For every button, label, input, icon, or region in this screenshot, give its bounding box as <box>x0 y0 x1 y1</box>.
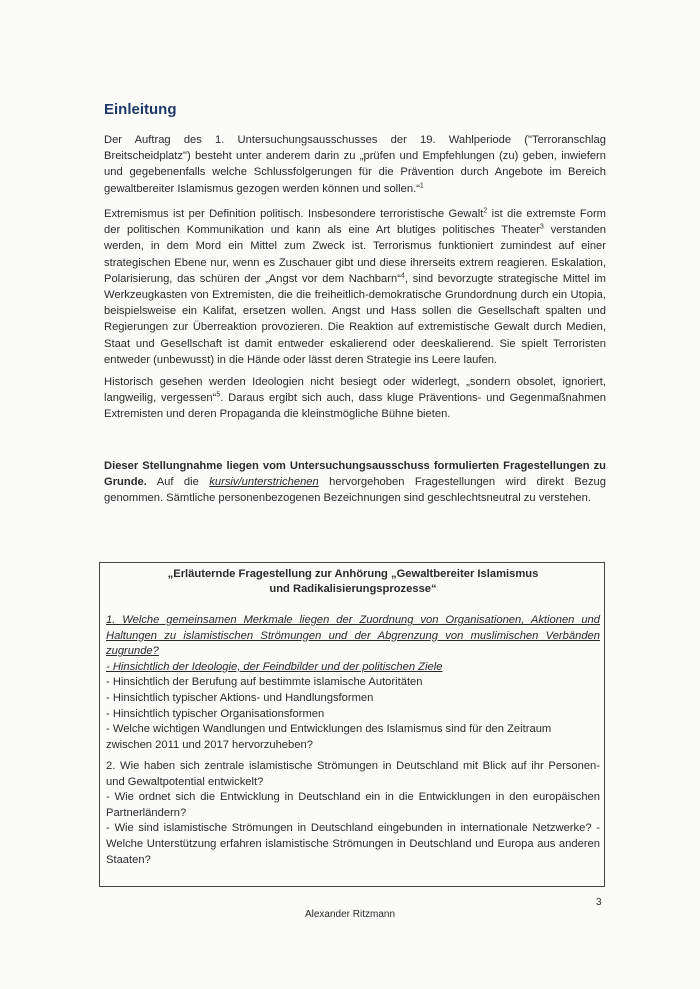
extremism-text-3: verstanden werden, in dem Mord ein Mittel zum Zweck ist. Terrorismus funktioniert zumindest auf einer strategischen Ebene nur, wenn es Zuschauer gibt und diese ihrerseits extrem reagieren. Eskalation, Polarisierung, das schüren der „Angst vor dem Nachbarn“ <box>104 224 606 285</box>
paragraph-ideologies <box>104 374 606 423</box>
footnote-ref-1: 1 <box>419 181 424 189</box>
question-1-item: - Hinsichtlich der Ideologie, der Feindbilder und der politischen Ziele <box>106 660 443 673</box>
footnote-ref-5: 5 <box>216 391 221 399</box>
question-1-text: Welche gemeinsamen Merkmale liegen der Zuordnung von Organisationen, Aktionen und Haltungen zu islamistischen Strömungen und der Abgrenzung von muslimischen Verbänden zugrunde? <box>106 614 600 658</box>
ideologies-text-2: . Daraus ergibt sich auch, dass kluge Präventions- und Gegenmaßnahmen Extremisten und deren Propaganda die kleinstmögliche Bühne bieten. <box>104 392 606 421</box>
section-heading: Einleitung <box>104 101 177 118</box>
basis-emphasis: kursiv/unterstrichenen <box>209 476 319 489</box>
questions-box <box>99 562 605 887</box>
extremism-text-4: , sind bevorzugte strategische Mittel im Werkzeugkasten von Extremisten, die die freiheitlich-demokratische Grundordnung durch ein Utopia, beispielsweise ein Kalifat, ersetzen wollen. Angst und Hass sollen die Gesellschaft spalten und Regierungen zur Überreaktion provozieren. Die Reaktion auf extremistische Gewalt durch Medien, Staat und Gesellschaft ist damit entweder eskalierend oder deeskalierend. Sie spielt Terroristen entweder (unbewusst) in die Hände oder lässt deren Strategie ins Leere laufen. <box>104 272 606 366</box>
question-1-item: - Hinsichtlich typischer Aktions- und Handlungsformen <box>106 691 374 704</box>
question-2-line: - Wie sind islamistische Strömungen in Deutschland eingebunden in internationale Netzwerke? - Welche Unterstützung erfahren islamistische Strömungen in Deutschland und Europa aus anderen Staaten? <box>106 822 600 866</box>
question-1-item: - Welche wichtigen Wandlungen und Entwicklungen des Islamismus sind für den Zeitraum zwischen 2011 und 2017 hervorzuheben? <box>106 723 552 751</box>
question-2 <box>106 759 600 868</box>
basis-text-1: Auf die <box>146 476 210 489</box>
page-number: 3 <box>596 897 602 908</box>
paragraph-basis <box>104 458 606 507</box>
question-1-item: - Hinsichtlich typischer Organisationsformen <box>106 707 325 720</box>
question-2-line: 2. Wie haben sich zentrale islamistische Strömungen in Deutschland mit Blick auf ihr Personen- und Gewaltpotential entwickelt? <box>106 760 600 788</box>
questions-box-title: „Erläuternde Fragestellung zur Anhörung „Gewaltbereiter Islamismus und Radikalisierungsprozesse“ <box>167 568 539 595</box>
paragraph-mandate <box>104 132 606 197</box>
question-1 <box>106 613 600 753</box>
footnote-ref-4: 4 <box>400 272 405 280</box>
extremism-text-2: ist die extremste Form der politischen Kommunikation und kann als eine Art blutiges politisches Theater <box>104 208 606 237</box>
basis-text-2: hervorgehoben Fragestellungen wird direkt Bezug genommen. Sämtliche personenbezogenen Bezeichnungen sind geschlechtsneutral zu verstehen. <box>104 476 606 505</box>
footer-author: Alexander Ritzmann <box>304 909 396 920</box>
basis-bold-text: Dieser Stellungnahme liegen vom Untersuchungsausschuss formulierten Fragestellungen zu Grunde. <box>104 460 606 489</box>
paragraph-extremism <box>104 206 606 368</box>
question-2-line: - Wie ordnet sich die Entwicklung in Deutschland ein in die Entwicklungen in den europäischen Partnerländern? <box>106 791 600 819</box>
footnote-ref-3: 3 <box>539 223 544 231</box>
ideologies-text-1: Historisch gesehen werden Ideologien nicht besiegt oder widerlegt, „sondern obsolet, ignoriert, langweilig, vergessen“ <box>104 376 606 405</box>
footnote-ref-2: 2 <box>483 207 488 215</box>
question-1-heading <box>106 613 600 660</box>
question-1-item: - Hinsichtlich der Berufung auf bestimmte islamische Autoritäten <box>106 676 423 689</box>
paragraph-mandate-text: Der Auftrag des 1. Untersuchungsausschusses der 19. Wahlperiode ("Terroranschlag Breitscheidplatz") besteht unter anderem darin zu „prüfen und Empfehlungen (zu) geben, inwiefern und gegebenenfalls welche Schlussfolgerungen für die Prävention durch Angebote im Bereich gewaltbereiter Islamismus gezogen werden können und sollen.“ <box>104 134 606 195</box>
extremism-text-1: Extremismus ist per Definition politisch. Insbesondere terroristische Gewalt <box>104 208 484 220</box>
question-1-number: 1. <box>106 614 123 626</box>
